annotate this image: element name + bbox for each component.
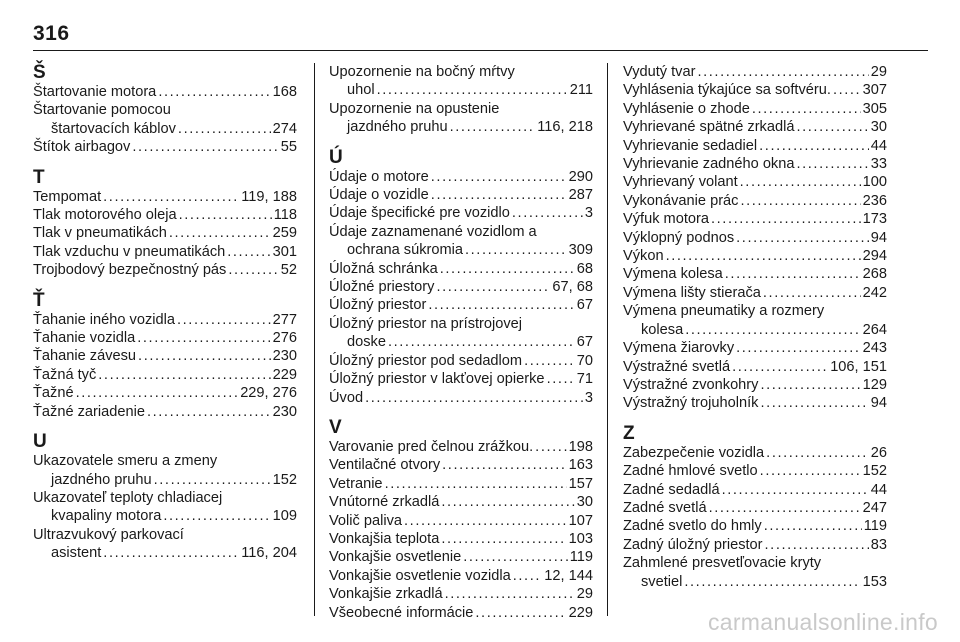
entry-term: Výkon <box>623 248 664 265</box>
entry-term: Tlak motorového oleja <box>33 207 177 224</box>
entry-term: Ultrazvukový parkovací <box>33 526 184 543</box>
entry-pages: 68 <box>576 260 593 277</box>
entry-term: Zadný úložný priestor <box>623 536 763 553</box>
entry-term: Výmena lišty stierača <box>623 284 761 301</box>
entry-term: Výstražný trojuholník <box>623 395 759 412</box>
index-section <box>623 63 887 413</box>
entry-pages: 211 <box>569 82 593 99</box>
section-letter: Ú <box>329 146 343 168</box>
entry-pages: 109 <box>272 508 297 525</box>
entry-term: Úložný priestor v lakťovej opierke <box>329 371 545 388</box>
dot-leader <box>147 403 271 421</box>
entry-pages: 44 <box>870 481 887 498</box>
index-entry <box>33 261 297 279</box>
entry-term: Zadné sedadlá <box>623 481 720 498</box>
index-entry <box>33 224 297 242</box>
entry-pages: 70 <box>576 352 593 369</box>
entry-term: Ťahanie iného vozidla <box>33 311 175 328</box>
index-entry <box>329 585 593 603</box>
entry-pages: 229 <box>272 366 297 383</box>
entry-pages: 119, 188 <box>241 188 297 205</box>
dot-leader <box>833 81 861 99</box>
entry-pages: 277 <box>272 311 297 328</box>
dot-leader <box>465 241 567 259</box>
entry-pages: 230 <box>272 348 297 365</box>
section-letter: Z <box>623 422 635 444</box>
entry-pages: 153 <box>862 573 887 590</box>
index-entry <box>329 204 593 222</box>
index-entry <box>623 81 887 99</box>
entry-term: Úložné priestory <box>329 279 435 296</box>
entry-pages: 274 <box>272 120 297 137</box>
index-entry <box>623 100 887 118</box>
entry-term: Zadné svetlo do hmly <box>623 518 762 535</box>
entry-term: Zadné svetlá <box>623 499 707 516</box>
entry-pages: 106, 151 <box>830 358 887 375</box>
entry-pages: 230 <box>272 403 297 420</box>
entry-term: Upozornenie na bočný mŕtvy <box>329 64 515 80</box>
dot-leader <box>431 168 567 186</box>
dot-leader <box>169 224 271 242</box>
entry-term: Vyhrievanie sedadiel <box>623 137 758 154</box>
index-entry <box>329 389 593 407</box>
entry-pages: 268 <box>862 266 887 283</box>
entry-pages: 242 <box>862 284 887 301</box>
entry-term: Zahmlené presvetľovacie kryty <box>623 555 822 572</box>
entry-term: jazdného pruhu <box>347 119 448 136</box>
index-entry <box>623 302 887 339</box>
index-entry <box>329 100 593 137</box>
entry-term: Vonkajšie osvetlenie <box>329 549 462 566</box>
column-divider <box>314 63 315 616</box>
dot-leader <box>475 604 566 622</box>
entry-term: Zabezpečenie vozidla <box>623 444 765 461</box>
index-entry <box>33 526 297 563</box>
index-entry <box>33 366 297 384</box>
entry-term: Zadné hmlové svetlo <box>623 463 758 480</box>
dot-leader <box>388 333 575 351</box>
dot-leader <box>404 512 567 530</box>
entry-term: Vonkajšia teplota <box>329 530 440 547</box>
dot-leader <box>796 155 868 173</box>
dot-leader <box>722 481 869 499</box>
entry-term: doske <box>347 334 386 351</box>
entry-pages: 307 <box>862 82 887 99</box>
index-entry <box>329 315 593 352</box>
entry-pages: 152 <box>272 471 297 488</box>
entry-term: Všeobecné informácie <box>329 604 474 621</box>
dot-leader <box>442 456 566 474</box>
column-divider <box>607 63 608 616</box>
entry-term: Štítok airbagov <box>33 139 131 156</box>
entry-term: Tempomat <box>33 188 102 205</box>
entry-pages: 100 <box>862 174 887 191</box>
dot-leader <box>512 204 583 222</box>
entry-term: svetiel <box>641 573 683 590</box>
entry-pages: 129 <box>862 376 887 393</box>
index-entry <box>33 243 297 261</box>
entry-term: Údaje o vozidle <box>329 187 429 204</box>
entry-term: kvapaliny motora <box>51 508 162 525</box>
index-section <box>33 63 297 157</box>
entry-pages: 247 <box>862 499 887 516</box>
dot-leader <box>732 358 828 376</box>
entry-pages: 229, 276 <box>240 385 297 402</box>
entry-pages: 71 <box>576 371 593 388</box>
entry-pages: 3 <box>584 389 593 406</box>
dot-leader <box>377 81 568 99</box>
index-entry <box>623 192 887 210</box>
index-entry <box>623 210 887 228</box>
entry-pages: 3 <box>584 205 593 222</box>
dot-leader <box>725 265 861 283</box>
dot-leader <box>103 544 239 562</box>
index-entry <box>623 265 887 283</box>
dot-leader <box>766 444 869 462</box>
entry-term: Ukazovateľ teploty chladiacej <box>33 489 223 506</box>
index-entry <box>623 499 887 517</box>
dot-leader <box>764 517 862 535</box>
index-entry <box>33 403 297 421</box>
entry-pages: 152 <box>862 463 887 480</box>
index-entry <box>329 223 593 260</box>
index-entry <box>33 83 297 101</box>
entry-term: Údaje zaznamenané vozidlom a <box>329 223 537 240</box>
entry-pages: 229 <box>568 604 593 621</box>
index-entry <box>329 260 593 278</box>
entry-pages: 116, 218 <box>537 119 593 136</box>
dot-leader <box>760 462 861 480</box>
index-entry <box>623 155 887 173</box>
entry-pages: 118 <box>273 207 297 224</box>
dot-leader <box>759 137 869 155</box>
index-entry <box>623 376 887 394</box>
entry-pages: 259 <box>272 225 297 242</box>
entry-pages: 119 <box>863 518 887 535</box>
entry-term: Ventilačné otvory <box>329 457 441 474</box>
index-column-2 <box>329 63 593 633</box>
index-entry <box>33 206 297 224</box>
dot-leader <box>763 284 861 302</box>
entry-pages: 305 <box>862 100 887 117</box>
entry-term: Ťažné <box>33 385 74 402</box>
entry-term: Výstražné svetlá <box>623 358 731 375</box>
entry-pages: 276 <box>272 330 297 347</box>
dot-leader <box>179 206 272 224</box>
dot-leader <box>154 471 271 489</box>
index-entry <box>329 475 593 493</box>
entry-pages: 94 <box>870 395 887 412</box>
index-entry <box>33 329 297 347</box>
entry-pages: 94 <box>870 229 887 246</box>
entry-term: Tlak v pneumatikách <box>33 225 167 242</box>
dot-leader <box>385 475 567 493</box>
entry-term: uhol <box>347 82 375 99</box>
section-letter: U <box>33 431 47 453</box>
entry-pages: 52 <box>280 262 297 279</box>
dot-leader <box>137 329 270 347</box>
entry-term: Volič paliva <box>329 512 403 529</box>
dot-leader <box>736 229 869 247</box>
entry-pages: 309 <box>568 242 593 259</box>
index-entry <box>623 229 887 247</box>
dot-leader <box>760 376 860 394</box>
dot-leader <box>227 243 270 261</box>
entry-pages: 119 <box>569 549 593 566</box>
dot-leader <box>535 438 566 456</box>
index-entry <box>329 567 593 585</box>
entry-term: Údaje špecifické pre vozidlo <box>329 205 510 222</box>
section-letter: Š <box>33 62 46 83</box>
entry-term: asistent <box>51 545 102 562</box>
section-letter: Ť <box>33 289 45 311</box>
entry-pages: 198 <box>568 438 593 455</box>
entry-term: Vyhlásenie o zhode <box>623 100 750 117</box>
entry-term: Výklopný podnos <box>623 229 735 246</box>
entry-term: Výfuk motora <box>623 211 709 228</box>
index-entry <box>329 296 593 314</box>
index-entry <box>329 352 593 370</box>
index-entry <box>329 278 593 296</box>
entry-pages: 33 <box>870 156 887 173</box>
index-entry <box>329 604 593 622</box>
index-section <box>329 148 593 407</box>
entry-pages: 83 <box>870 536 887 553</box>
entry-pages: 29 <box>576 586 593 603</box>
index-section <box>33 432 297 562</box>
entry-pages: 67 <box>576 297 593 314</box>
dot-leader <box>441 530 566 548</box>
dot-leader <box>463 548 567 566</box>
index-entry <box>623 536 887 554</box>
entry-pages: 30 <box>870 119 887 136</box>
dot-leader <box>450 118 536 136</box>
dot-leader <box>441 493 574 511</box>
index-entry <box>33 347 297 365</box>
entry-pages: 29 <box>870 64 887 80</box>
entry-term: jazdného pruhu <box>51 471 152 488</box>
entry-pages: 236 <box>862 192 887 209</box>
entry-term: Vetranie <box>329 475 383 492</box>
dot-leader <box>228 261 278 279</box>
dot-leader <box>697 63 868 81</box>
index-section <box>33 168 297 280</box>
index-entry <box>33 138 297 156</box>
dot-leader <box>138 347 271 365</box>
dot-leader <box>436 278 550 296</box>
entry-term: Vyhlásenia týkajúce sa softvéru. <box>623 82 831 99</box>
dot-leader <box>365 389 583 407</box>
dot-leader <box>513 567 543 585</box>
entry-pages: 294 <box>862 248 887 265</box>
index-entry <box>329 530 593 548</box>
entry-term: Vonkajšie zrkadlá <box>329 586 443 603</box>
entry-pages: 116, 204 <box>241 545 297 562</box>
entry-term: Ťahanie vozidla <box>33 330 136 347</box>
entry-term: Úložný priestor na prístrojovej <box>329 315 523 332</box>
entry-term: Vykonávanie prác <box>623 192 739 209</box>
dot-leader <box>752 100 861 118</box>
entry-term: Štartovanie motora <box>33 84 157 100</box>
entry-term: Vonkajšie osvetlenie vozidla <box>329 567 511 584</box>
index-entry <box>329 370 593 388</box>
index-section <box>623 424 887 591</box>
dot-leader <box>440 260 575 278</box>
index-entry <box>329 438 593 456</box>
index-column-3 <box>623 63 887 602</box>
index-entry <box>33 188 297 206</box>
dot-leader <box>740 173 861 191</box>
section-letter: T <box>33 166 45 188</box>
index-entry <box>329 512 593 530</box>
entry-pages: 163 <box>568 457 593 474</box>
dot-leader <box>445 585 575 603</box>
entry-term: Upozornenie na opustenie <box>329 100 500 117</box>
index-section <box>33 291 297 421</box>
index-section <box>329 418 593 622</box>
dot-leader <box>666 247 861 265</box>
entry-term: Výstražné zvonkohry <box>623 376 759 393</box>
entry-pages: 67 <box>576 334 593 351</box>
entry-pages: 264 <box>862 321 887 338</box>
index-entry <box>623 444 887 462</box>
index-entry <box>623 118 887 136</box>
entry-term: Ťahanie závesu <box>33 348 137 365</box>
index-entry <box>623 358 887 376</box>
entry-term: Vydutý tvar <box>623 64 696 80</box>
dot-leader <box>98 366 270 384</box>
index-entry <box>623 137 887 155</box>
index-entry <box>623 394 887 412</box>
index-entry <box>623 481 887 499</box>
entry-term: Úložný priestor <box>329 297 427 314</box>
entry-term: Výmena žiarovky <box>623 340 735 357</box>
entry-pages: 55 <box>280 139 297 156</box>
index-entry <box>623 284 887 302</box>
entry-term: Vyhrievanie zadného okna <box>623 156 795 173</box>
dot-leader <box>178 120 271 138</box>
dot-leader <box>760 394 868 412</box>
dot-leader <box>765 536 869 554</box>
entry-term: Úložný priestor pod sedadlom <box>329 352 523 369</box>
entry-term: Údaje o motore <box>329 168 429 185</box>
dot-leader <box>76 384 239 402</box>
entry-pages: 157 <box>568 475 593 492</box>
dot-leader <box>103 188 239 206</box>
index-entry <box>329 548 593 566</box>
entry-pages: 168 <box>272 84 297 100</box>
entry-pages: 301 <box>272 243 297 260</box>
entry-term: Varovanie pred čelnou zrážkou. <box>329 438 534 455</box>
header-rule <box>33 50 928 51</box>
entry-term: Tlak vzduchu v pneumatikách <box>33 243 226 260</box>
dot-leader <box>685 321 860 339</box>
entry-term: Ukazovatele smeru a zmeny <box>33 453 218 470</box>
dot-leader <box>431 186 567 204</box>
section-letter: V <box>329 416 342 438</box>
dot-leader <box>177 311 271 329</box>
index-entry <box>329 456 593 474</box>
entry-term: Výmena pneumatiky a rozmery <box>623 303 825 320</box>
entry-term: Úložná schránka <box>329 260 438 277</box>
dot-leader <box>547 370 575 388</box>
entry-term: štartovacích káblov <box>51 120 176 137</box>
entry-term: Ťažná tyč <box>33 366 97 383</box>
entry-pages: 30 <box>576 494 593 511</box>
index-entry <box>33 489 297 526</box>
entry-pages: 287 <box>568 187 593 204</box>
entry-term: Ťažné zariadenie <box>33 403 145 420</box>
entry-pages: 173 <box>862 211 887 228</box>
dot-leader <box>684 573 860 591</box>
index-entry <box>623 173 887 191</box>
entry-pages: 67, 68 <box>552 279 593 296</box>
index-section <box>329 63 593 137</box>
entry-term: Vyhrievané spätné zrkadlá <box>623 119 795 136</box>
page-number: 316 <box>33 22 70 45</box>
watermark: carmanualsonline.info <box>707 609 938 635</box>
entry-term: ochrana súkromia <box>347 242 463 259</box>
index-entry <box>329 63 593 100</box>
index-entry <box>623 517 887 535</box>
entry-pages: 290 <box>568 168 593 185</box>
entry-term: Trojbodový bezpečnostný pás <box>33 262 227 279</box>
entry-term: kolesa <box>641 321 684 338</box>
index-entry <box>329 186 593 204</box>
entry-term: Štartovanie pomocou <box>33 102 171 119</box>
dot-leader <box>736 339 861 357</box>
entry-pages: 103 <box>568 530 593 547</box>
index-entry <box>329 168 593 186</box>
index-entry <box>623 63 887 81</box>
dot-leader <box>709 499 861 517</box>
index-entry <box>33 311 297 329</box>
entry-pages: 243 <box>862 340 887 357</box>
entry-term: Úvod <box>329 389 364 406</box>
entry-pages: 107 <box>568 512 593 529</box>
entry-pages: 26 <box>870 444 887 461</box>
index-entry <box>623 462 887 480</box>
dot-leader <box>428 296 574 314</box>
index-entry <box>33 452 297 489</box>
index-entry <box>329 493 593 511</box>
dot-leader <box>796 118 868 136</box>
index-entry <box>623 554 887 591</box>
dot-leader <box>740 192 860 210</box>
index-entry <box>623 339 887 357</box>
entry-pages: 12, 144 <box>544 567 593 584</box>
entry-term: Vyhrievaný volant <box>623 174 738 191</box>
index-entry <box>33 101 297 138</box>
entry-term: Vnútorné zrkadlá <box>329 494 440 511</box>
index-entry <box>33 384 297 402</box>
dot-leader <box>711 210 861 228</box>
index-column-1 <box>33 63 297 574</box>
index-entry <box>623 247 887 265</box>
dot-leader <box>158 83 270 101</box>
entry-pages: 44 <box>870 137 887 154</box>
entry-term: Výmena kolesa <box>623 266 723 283</box>
dot-leader <box>524 352 575 370</box>
dot-leader <box>132 138 278 156</box>
dot-leader <box>163 507 270 525</box>
